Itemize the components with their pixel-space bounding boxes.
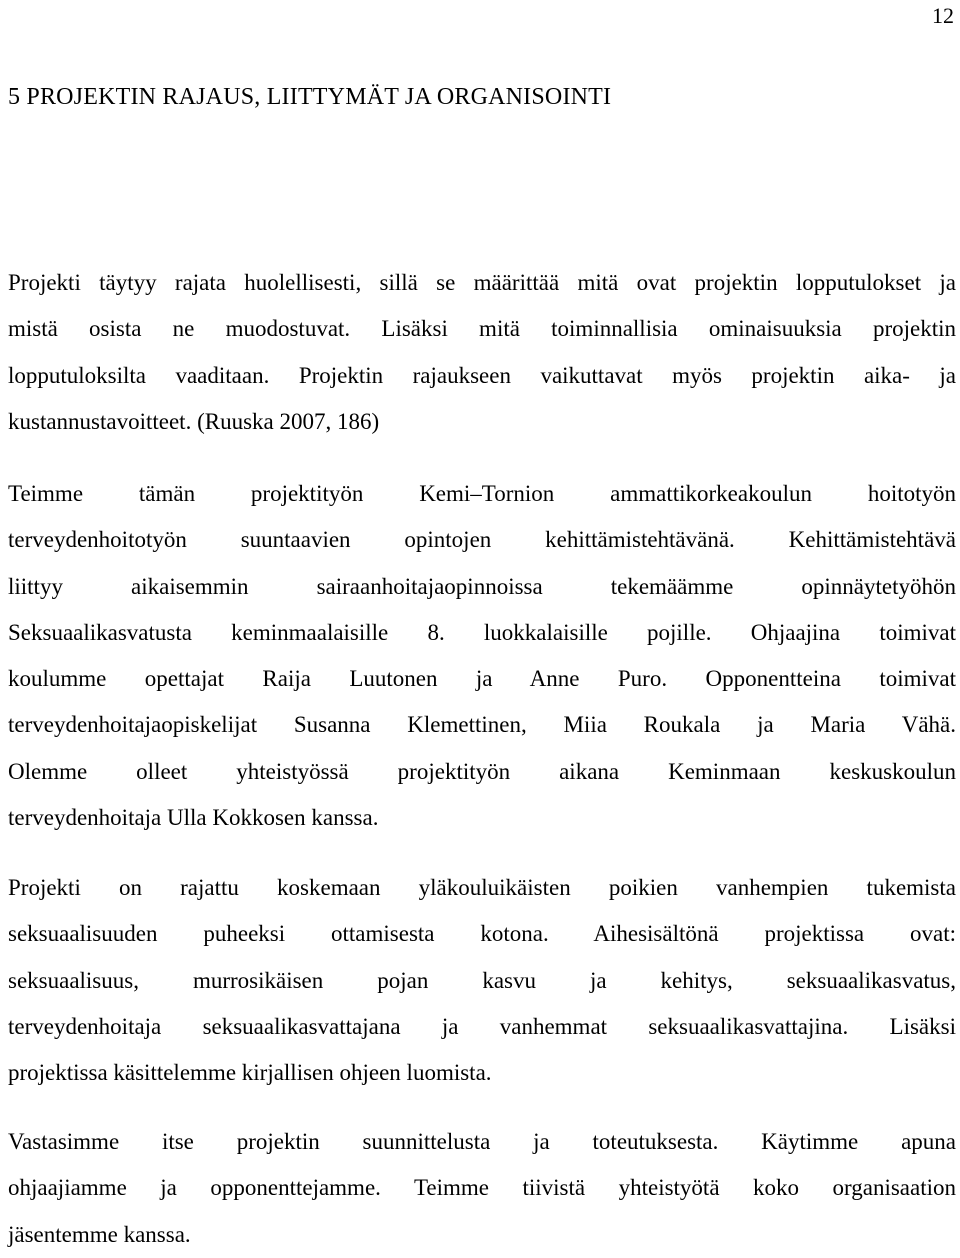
page-number: 12 <box>932 3 954 28</box>
text-line: lopputuloksilta vaaditaan. Projektin rajaukseen vaikuttavat myös projektin aika- ja <box>8 362 956 388</box>
text-line: Olemme olleet yhteistyössä projektityön aikana Keminmaan keskuskoulun <box>8 758 956 784</box>
text-line: terveydenhoitaja seksuaalikasvattajana ja vanhemmat seksuaalikasvattajina. Lisäksi <box>8 1013 956 1039</box>
text-line: liittyy aikaisemmin sairaanhoitajaopinnoissa tekemäämme opinnäytetyöhön <box>8 573 956 599</box>
text-line: terveydenhoitajaopiskelijat Susanna Klemettinen, Miia Roukala ja Maria Vähä. <box>8 712 956 738</box>
text-line: ohjaajiamme ja opponenttejamme. Teimme tiivistä yhteistyötä koko organisaation <box>8 1175 956 1201</box>
text-line: projektissa käsittelemme kirjallisen ohjeen luomista. <box>8 1060 492 1086</box>
text-line: mistä osista ne muodostuvat. Lisäksi mitä toiminnallisia ominaisuuksia projektin <box>8 316 956 342</box>
text-line: Projekti on rajattu koskemaan yläkouluikäisten poikien vanhempien tukemista <box>8 875 956 900</box>
text-line: terveydenhoitotyön suuntaavien opintojen kehittämistehtävänä. Kehittämistehtävä <box>8 527 956 553</box>
text-line: seksuaalisuuden puheeksi ottamisesta kotona. Aihesisältönä projektissa ovat: <box>8 921 956 947</box>
text-line: seksuaalisuus, murrosikäisen pojan kasvu ja kehitys, seksuaalikasvatus, <box>8 967 956 993</box>
section-heading: 5 PROJEKTIN RAJAUS, LIITTYMÄT JA ORGANISOINTI <box>8 84 612 110</box>
text-line: Vastasimme itse projektin suunnittelusta ja toteutuksesta. Käytimme apuna <box>8 1129 956 1154</box>
paragraph-organisation <box>8 1119 956 1258</box>
paragraph-project-scope <box>8 865 956 1096</box>
text-line: Seksuaalikasvatusta keminmaalaisille 8. luokkalaisille pojille. Ohjaajina toimivat <box>8 619 956 645</box>
text-line: Projekti täytyy rajata huolellisesti, sillä se määrittää mitä ovat projektin lopputulokset ja <box>8 270 956 295</box>
paragraph-project-context <box>8 471 956 841</box>
paragraph-scope-definition <box>8 260 956 445</box>
text-line: jäsentemme kanssa. <box>8 1221 191 1247</box>
text-line: kustannustavoitteet. (Ruuska 2007, 186) <box>8 408 380 434</box>
text-line: koulumme opettajat Raija Luutonen ja Anne Puro. Opponentteina toimivat <box>8 666 956 692</box>
text-line: terveydenhoitaja Ulla Kokkosen kanssa. <box>8 805 379 831</box>
text-line: Teimme tämän projektityön Kemi–Tornion ammattikorkeakoulun hoitotyön <box>8 481 956 506</box>
